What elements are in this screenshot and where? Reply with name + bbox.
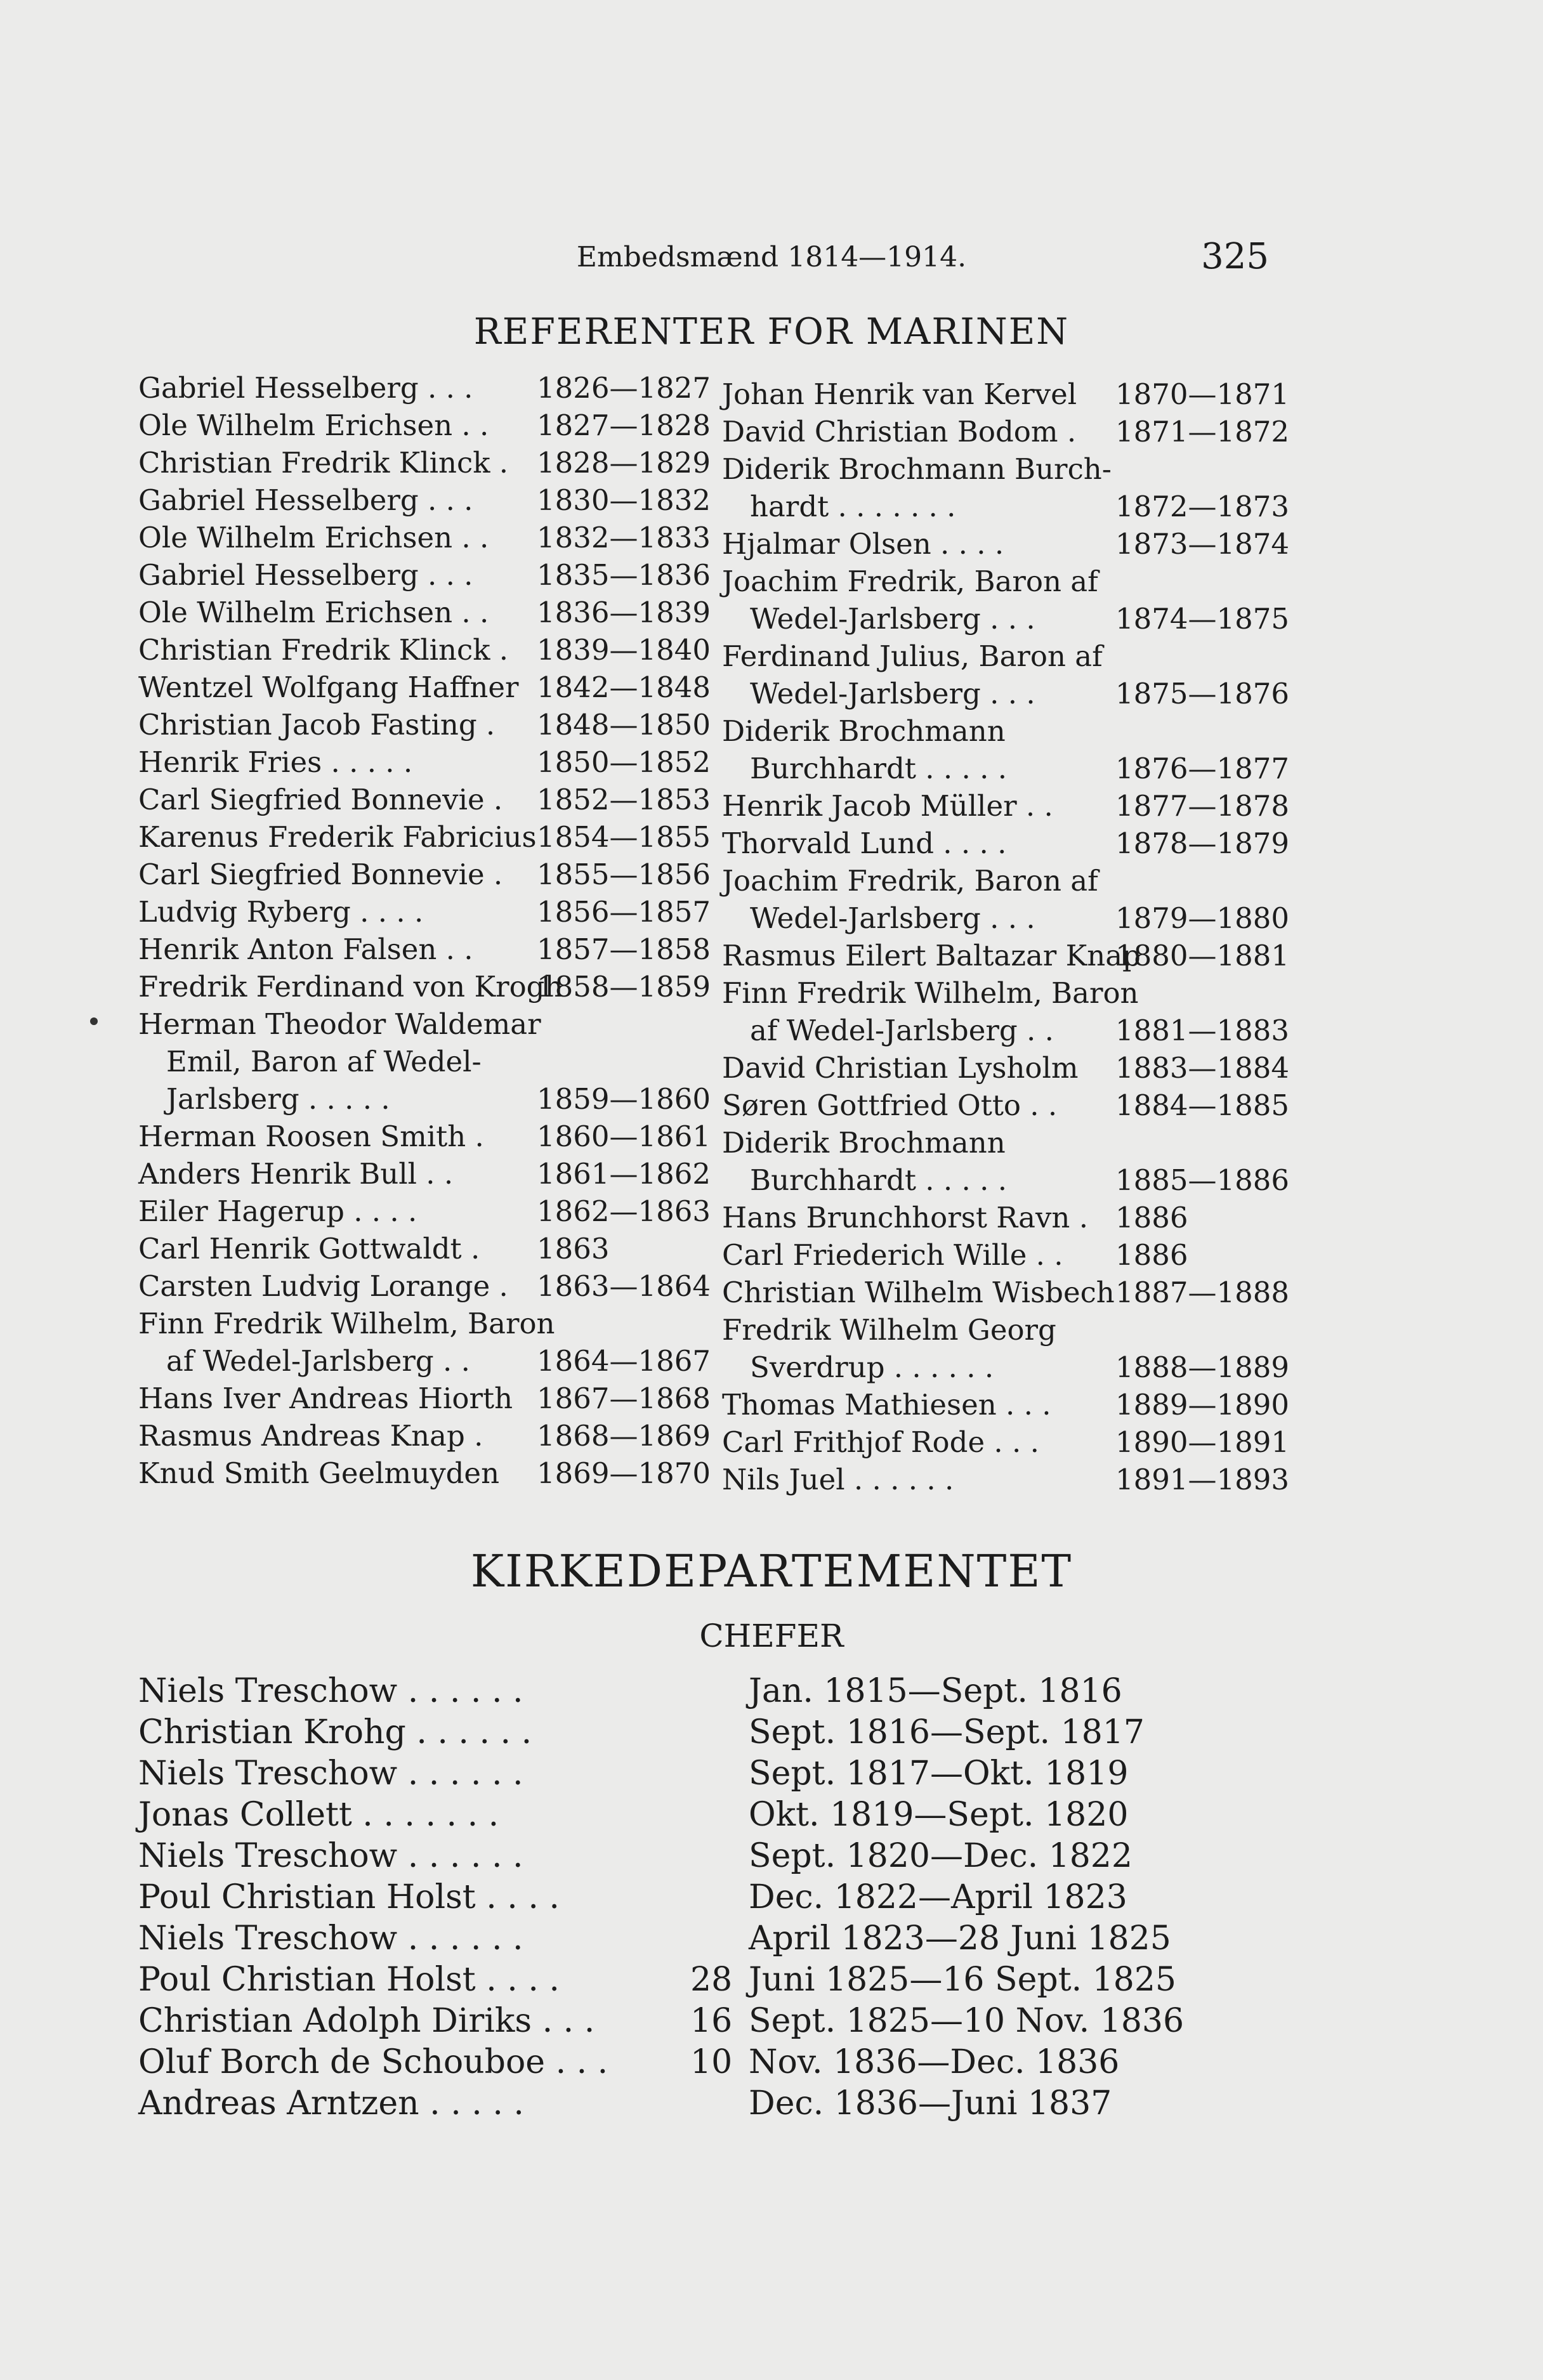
list-item	[138, 818, 711, 856]
person-name: Ole Wilhelm Erichsen . .	[138, 409, 489, 442]
person-name: Fredrik Ferdinand von Krogh	[138, 970, 563, 1004]
term-dates: 1858—1859	[537, 970, 711, 1004]
list-item	[722, 488, 1290, 525]
term-dates: 1884—1885	[1115, 1089, 1290, 1122]
person-name: Knud Smith Geelmuyden	[138, 1456, 500, 1490]
term-dates: 1854—1855	[537, 820, 711, 854]
person-name: Hjalmar Olsen . . . .	[722, 527, 1004, 561]
list-item	[138, 444, 711, 481]
start-day: 10	[690, 2043, 733, 2081]
person-name: Christian Fredrik Klinck .	[138, 446, 509, 480]
section-title-kirkedepartementet: KIRKEDEPARTEMENTET	[470, 1545, 1073, 1597]
term-dates: 1855—1856	[537, 858, 711, 891]
term-dates: 1867—1868	[537, 1382, 711, 1415]
list-item	[722, 1012, 1290, 1049]
term-dates: 1828—1829	[537, 446, 711, 480]
person-name: Ole Wilhelm Erichsen . .	[138, 521, 489, 554]
person-name: Hans Iver Andreas Hiorth	[138, 1382, 513, 1415]
list-item	[138, 1267, 711, 1305]
person-name: Ole Wilhelm Erichsen . .	[138, 596, 489, 629]
list-item	[138, 1230, 684, 1267]
person-name: Diderik Brochmann Burch-	[722, 452, 1112, 486]
person-name: Rasmus Eilert Baltazar Knap	[722, 939, 1141, 972]
person-name: Herman Roosen Smith .	[138, 1120, 484, 1153]
person-name: Carl Siegfried Bonnevie .	[138, 858, 503, 891]
person-name: Oluf Borch de Schouboe . . .	[138, 2043, 608, 2081]
person-name: Diderik Brochmann	[722, 1126, 1006, 1160]
person-name: Finn Fredrik Wilhelm, Baron	[722, 976, 1139, 1010]
list-item	[138, 1417, 711, 1455]
person-name: Anders Henrik Bull . .	[138, 1157, 454, 1191]
term-dates: 1863	[537, 1232, 610, 1265]
list-item	[722, 675, 1290, 712]
list-item	[722, 1161, 1290, 1199]
term-dates: 1886	[1115, 1238, 1188, 1272]
list-item	[138, 631, 711, 669]
term-dates: 1839—1840	[537, 633, 711, 667]
page-header	[0, 236, 1543, 287]
list-item	[722, 1311, 1268, 1349]
term-dates: 1848—1850	[537, 708, 711, 742]
list-item	[138, 2042, 1192, 2083]
list-item	[722, 750, 1290, 787]
term-dates: 1871—1872	[1115, 415, 1290, 448]
term-dates: Dec. 1822—April 1823	[749, 1878, 1127, 1916]
term-dates: 1876—1877	[1115, 752, 1290, 785]
list-item	[722, 1423, 1290, 1461]
term-dates: 1863—1864	[537, 1269, 711, 1303]
list-item	[138, 743, 711, 781]
term-dates: 1879—1880	[1115, 901, 1290, 935]
list-item	[138, 556, 711, 594]
person-name: Wedel-Jarlsberg . . .	[750, 602, 1035, 636]
term-dates: 1887—1888	[1115, 1276, 1290, 1309]
list-item	[138, 1342, 711, 1380]
term-dates: Sept. 1817—Okt. 1819	[749, 1755, 1129, 1793]
person-name: Joachim Fredrik, Baron af	[722, 864, 1098, 898]
term-dates: 1856—1857	[537, 895, 711, 929]
start-day: 16	[690, 2002, 733, 2040]
term-dates: Okt. 1819—Sept. 1820	[749, 1796, 1129, 1834]
list-item	[138, 1118, 711, 1155]
list-item	[138, 1836, 1192, 1877]
term-dates: Sept. 1816—Sept. 1817	[749, 1713, 1145, 1751]
list-item	[722, 1087, 1290, 1124]
person-name: Gabriel Hesselberg . . .	[138, 483, 473, 517]
person-name: Søren Gottfried Otto . .	[722, 1089, 1058, 1122]
term-dates: April 1823—28 Juni 1825	[749, 1919, 1171, 1958]
person-name: Niels Treschow . . . . . .	[138, 1755, 523, 1793]
term-dates: 1835—1836	[537, 558, 711, 592]
term-dates: 1864—1867	[537, 1344, 711, 1378]
person-name: Wedel-Jarlsberg . . .	[750, 901, 1035, 935]
left-column	[138, 369, 711, 1498]
person-name: Carl Frithjof Rode . . .	[722, 1425, 1039, 1459]
list-item	[722, 1461, 1290, 1498]
term-dates: 1891—1893	[1115, 1463, 1290, 1496]
term-dates: 1832—1833	[537, 521, 711, 554]
term-dates: 1886	[1115, 1201, 1188, 1234]
list-item	[722, 1124, 1268, 1161]
person-name: Thomas Mathiesen . . .	[722, 1388, 1051, 1422]
margin-bullet	[90, 1017, 98, 1025]
term-dates: Sept. 1820—Dec. 1822	[749, 1837, 1133, 1875]
person-name: Henrik Anton Falsen . .	[138, 932, 473, 966]
person-name: David Christian Bodom .	[722, 415, 1077, 448]
list-item	[722, 600, 1290, 638]
term-dates: 1875—1876	[1115, 677, 1290, 710]
list-item	[722, 712, 1268, 750]
section-title-referenter: REFERENTER FOR MARINEN	[473, 311, 1070, 353]
person-name: Christian Adolph Diriks . . .	[138, 2002, 595, 2040]
list-item	[722, 825, 1290, 862]
person-name: Thorvald Lund . . . .	[722, 827, 1007, 860]
list-item	[722, 1349, 1290, 1386]
person-name: Carsten Ludvig Lorange .	[138, 1269, 508, 1303]
list-item	[722, 413, 1290, 450]
person-name: Ludvig Ryberg . . . .	[138, 895, 424, 929]
person-name: Burchhardt . . . . .	[750, 752, 1007, 785]
list-item	[722, 525, 1290, 563]
person-name: Gabriel Hesselberg . . .	[138, 558, 473, 592]
list-item	[138, 2083, 1192, 2124]
list-item	[722, 450, 1268, 488]
person-name: Gabriel Hesselberg . . .	[138, 371, 473, 405]
list-item	[138, 931, 711, 968]
right-column	[722, 376, 1290, 1505]
term-dates: 1890—1891	[1115, 1425, 1290, 1459]
list-item	[722, 376, 1290, 413]
term-dates: 1873—1874	[1115, 527, 1290, 561]
term-dates: 1861—1862	[537, 1157, 711, 1191]
term-dates: Sept. 1825—10 Nov. 1836	[749, 2002, 1185, 2040]
person-name: Finn Fredrik Wilhelm, Baron	[138, 1307, 555, 1340]
list-item	[138, 856, 711, 893]
person-name: Henrik Fries . . . . .	[138, 745, 413, 779]
term-dates: 1883—1884	[1115, 1051, 1290, 1085]
list-item	[722, 1274, 1290, 1311]
list-item	[722, 862, 1268, 899]
list-item	[722, 937, 1290, 974]
person-name: Niels Treschow . . . . . .	[138, 1837, 523, 1875]
term-dates: 1885—1886	[1115, 1163, 1290, 1197]
person-name: Jonas Collett . . . . . . .	[138, 1796, 499, 1834]
list-item	[138, 1795, 1192, 1836]
list-item	[722, 787, 1290, 825]
person-name: Rasmus Andreas Knap .	[138, 1419, 483, 1453]
list-item	[722, 899, 1290, 937]
person-name: Christian Fredrik Klinck .	[138, 633, 509, 667]
list-item	[138, 369, 711, 407]
term-dates: 1826—1827	[537, 371, 711, 405]
term-dates: 1868—1869	[537, 1419, 711, 1453]
person-name: Carl Siegfried Bonnevie .	[138, 783, 503, 816]
person-name: Eiler Hagerup . . . .	[138, 1194, 417, 1228]
list-item	[722, 974, 1268, 1012]
term-dates: 1827—1828	[537, 409, 711, 442]
person-name: Fredrik Wilhelm Georg	[722, 1313, 1056, 1347]
term-dates: 1870—1871	[1115, 377, 1290, 411]
term-dates: 1869—1870	[537, 1456, 711, 1490]
list-item	[138, 1043, 684, 1080]
list-item	[138, 1959, 1192, 2001]
list-item	[138, 706, 711, 743]
term-dates: 1880—1881	[1115, 939, 1290, 972]
list-item	[138, 1753, 1192, 1795]
list-item	[138, 519, 711, 556]
term-dates: 1842—1848	[537, 670, 711, 704]
list-item	[722, 1236, 1268, 1274]
term-dates: Nov. 1836—Dec. 1836	[749, 2043, 1120, 2081]
person-name: Ferdinand Julius, Baron af	[722, 639, 1103, 673]
list-item	[138, 968, 711, 1005]
person-name: Diderik Brochmann	[722, 714, 1006, 748]
person-name: Henrik Jacob Müller . .	[722, 789, 1053, 823]
start-day: 28	[690, 1961, 733, 1999]
list-item	[138, 781, 711, 818]
list-item	[722, 1049, 1290, 1087]
chefer-list	[138, 1671, 1192, 2134]
list-item	[138, 481, 711, 519]
term-dates: 1850—1852	[537, 745, 711, 779]
person-name: Christian Krohg . . . . . .	[138, 1713, 532, 1751]
list-item	[138, 1080, 711, 1118]
list-item	[722, 638, 1268, 675]
list-item	[138, 1455, 711, 1492]
list-item	[138, 1005, 684, 1043]
term-dates: 1830—1832	[537, 483, 711, 517]
list-item	[138, 2001, 1192, 2042]
term-dates: 1881—1883	[1115, 1014, 1290, 1047]
term-dates: Juni 1825—16 Sept. 1825	[749, 1961, 1176, 1999]
person-name: Joachim Fredrik, Baron af	[722, 565, 1098, 598]
term-dates: 1874—1875	[1115, 602, 1290, 636]
list-item	[138, 407, 711, 444]
term-dates: 1857—1858	[537, 932, 711, 966]
person-name: Carl Friederich Wille . .	[722, 1238, 1063, 1272]
person-name: David Christian Lysholm	[722, 1051, 1079, 1085]
person-name: Jarlsberg . . . . .	[166, 1082, 390, 1116]
list-item	[138, 1918, 1192, 1959]
subsection-title-chefer: CHEFER	[699, 1618, 844, 1654]
term-dates: 1862—1863	[537, 1194, 711, 1228]
term-dates: 1878—1879	[1115, 827, 1290, 860]
person-name: af Wedel-Jarlsberg . .	[750, 1014, 1054, 1047]
person-name: Christian Jacob Fasting .	[138, 708, 496, 742]
person-name: Niels Treschow . . . . . .	[138, 1672, 523, 1710]
list-item	[138, 669, 711, 706]
term-dates: 1860—1861	[537, 1120, 711, 1153]
term-dates: Jan. 1815—Sept. 1816	[749, 1672, 1122, 1710]
term-dates: 1836—1839	[537, 596, 711, 629]
person-name: Carl Henrik Gottwaldt .	[138, 1232, 480, 1265]
list-item	[138, 594, 711, 631]
person-name: Burchhardt . . . . .	[750, 1163, 1007, 1197]
person-name: Wentzel Wolfgang Haffner	[138, 670, 519, 704]
term-dates: 1872—1873	[1115, 490, 1290, 523]
list-item	[138, 1305, 684, 1342]
running-title: Embedsmænd 1814—1914.	[576, 241, 967, 273]
list-item	[722, 1386, 1290, 1423]
page-number: 325	[1201, 236, 1269, 277]
person-name: Christian Wilhelm Wisbech	[722, 1276, 1115, 1309]
term-dates: 1877—1878	[1115, 789, 1290, 823]
term-dates: 1888—1889	[1115, 1350, 1290, 1384]
person-name: Andreas Arntzen . . . . .	[138, 2084, 524, 2122]
term-dates: 1889—1890	[1115, 1388, 1290, 1422]
term-dates: 1852—1853	[537, 783, 711, 816]
list-item	[138, 1193, 711, 1230]
list-item	[138, 1380, 711, 1417]
person-name: Niels Treschow . . . . . .	[138, 1919, 523, 1958]
person-name: Herman Theodor Waldemar	[138, 1007, 541, 1041]
person-name: Emil, Baron af Wedel-	[166, 1045, 482, 1078]
term-dates: 1859—1860	[537, 1082, 711, 1116]
person-name: Poul Christian Holst . . . .	[138, 1961, 560, 1999]
list-item	[138, 1712, 1192, 1753]
person-name: Johan Henrik van Kervel	[722, 377, 1077, 411]
person-name: Wedel-Jarlsberg . . .	[750, 677, 1035, 710]
person-name: Nils Juel . . . . . .	[722, 1463, 954, 1496]
term-dates: Dec. 1836—Juni 1837	[749, 2084, 1112, 2122]
list-item	[722, 563, 1268, 600]
list-item	[138, 1155, 711, 1193]
person-name: hardt . . . . . . .	[750, 490, 956, 523]
person-name: Poul Christian Holst . . . .	[138, 1878, 560, 1916]
list-item	[138, 1671, 1192, 1712]
person-name: Hans Brunchhorst Ravn .	[722, 1201, 1089, 1234]
list-item	[138, 1877, 1192, 1918]
person-name: Sverdrup . . . . . .	[750, 1350, 994, 1384]
list-item	[722, 1199, 1268, 1236]
list-item	[138, 893, 711, 931]
person-name: af Wedel-Jarlsberg . .	[166, 1344, 470, 1378]
person-name: Karenus Frederik Fabricius	[138, 820, 537, 854]
